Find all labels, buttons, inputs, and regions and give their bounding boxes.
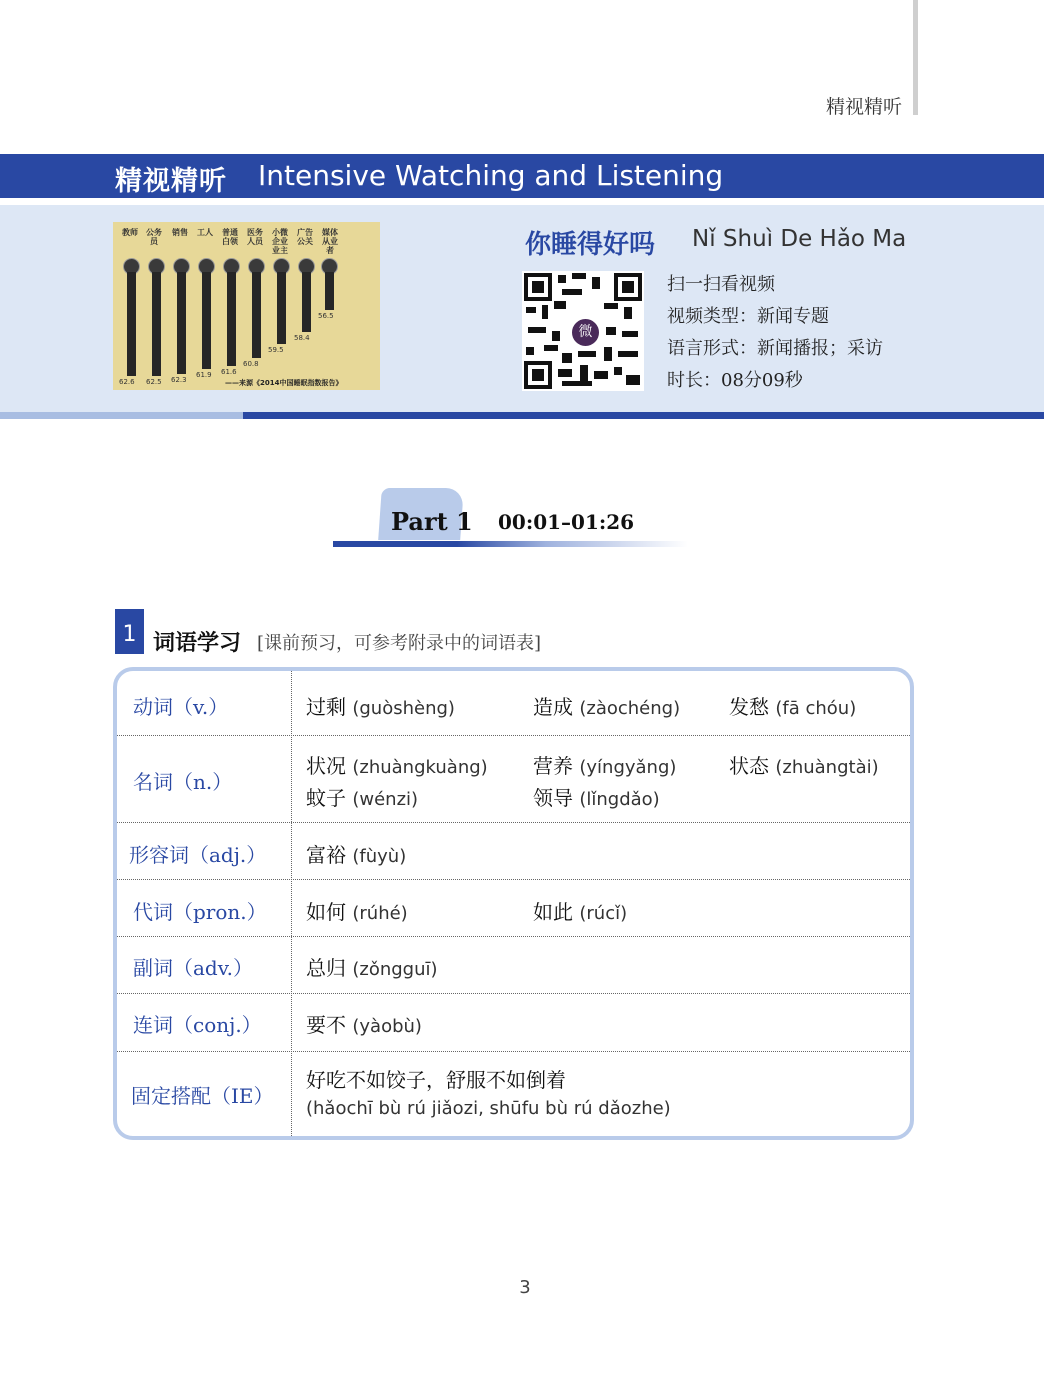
vocab-row-nouns [117, 735, 910, 823]
thumb-bar [252, 272, 261, 358]
vocabulary-table [113, 667, 914, 1140]
word-hanzi: 营养 [533, 754, 573, 778]
word-pinyin: (guòshèng) [352, 698, 455, 719]
thumbnail-labels [119, 228, 374, 258]
thumb-bar [202, 272, 211, 369]
vocab-word [533, 896, 627, 925]
qr-module [528, 327, 546, 333]
banner-title-zh: 精视精听 [115, 166, 227, 197]
thumb-value: 62.3 [171, 376, 187, 384]
thumb-value: 59.5 [268, 346, 284, 354]
thumb-label: 销售 [172, 228, 188, 237]
qr-module [552, 331, 560, 341]
qr-module [554, 301, 566, 309]
thumb-label: 公务员 [146, 228, 162, 246]
thumb-bar [127, 272, 136, 376]
section-banner [0, 154, 1044, 198]
vocab-word [306, 896, 408, 925]
thumb-label: 普通白领 [222, 228, 238, 246]
thumb-bar [152, 272, 161, 376]
word-pinyin: (zhuàngtài) [775, 757, 879, 778]
qr-module [526, 307, 536, 313]
thumb-bar [277, 272, 286, 344]
vocab-row-verbs [117, 671, 910, 735]
word-pinyin: (zǒngguī) [352, 959, 438, 980]
qr-module [614, 367, 622, 375]
thumb-value: 62.5 [146, 378, 162, 386]
qr-module [604, 347, 612, 361]
language-form: 语言形式：新闻播报；采访 [667, 338, 883, 359]
vocab-row-adjectives [117, 822, 910, 880]
word-hanzi: 领导 [533, 786, 573, 810]
word-pinyin: (yíngyǎng) [579, 757, 677, 778]
part-label: Part 1 [391, 507, 473, 536]
pos-label: 名词（n.） [133, 770, 233, 794]
pos-label: 副词（adv.） [133, 956, 254, 980]
section-title: 词语学习 [153, 631, 242, 656]
word-hanzi: 如此 [533, 900, 573, 924]
video-type: 视频类型：新闻专题 [667, 306, 829, 327]
pos-label: 固定搭配（IE） [131, 1084, 274, 1108]
qr-module [544, 345, 558, 351]
video-thumbnail[interactable] [113, 222, 380, 390]
word-pinyin: (lǐngdǎo) [579, 789, 660, 810]
thumb-value: 61.9 [196, 371, 212, 379]
word-hanzi: 状态 [729, 754, 769, 778]
pos-label: 动词（v.） [133, 695, 229, 719]
qr-module [622, 331, 638, 337]
panel-underline-dark [243, 412, 1044, 419]
qr-module [562, 289, 582, 295]
vocab-word [306, 1009, 422, 1038]
word-pinyin: (zàochéng) [579, 698, 681, 719]
vocab-word [729, 691, 856, 720]
running-head: 精视精听 [825, 96, 902, 118]
qr-finder [614, 273, 642, 301]
qr-module [578, 351, 596, 357]
thumb-label: 广告公关 [297, 228, 313, 246]
thumb-label: 媒体从业者 [322, 228, 338, 255]
video-title-zh: 你睡得好吗 [525, 230, 656, 260]
part-underline [333, 541, 688, 547]
word-hanzi: 富裕 [306, 843, 346, 867]
word-pinyin: (yàobù) [352, 1016, 422, 1037]
word-pinyin: (rúcǐ) [579, 903, 628, 924]
qr-module [558, 275, 566, 283]
vocab-row-adverbs [117, 936, 910, 994]
vocab-word [533, 750, 676, 779]
qr-module [624, 307, 632, 319]
vocab-word [306, 839, 406, 868]
qr-module [562, 353, 572, 363]
qr-module [542, 305, 548, 319]
pos-label: 形容词（adj.） [129, 843, 267, 867]
vocab-word [729, 750, 879, 779]
thumb-value: 62.6 [119, 378, 135, 386]
video-duration: 时长：08分09秒 [667, 370, 803, 391]
thumb-label: 小微企业业主 [272, 228, 288, 255]
word-hanzi: 发愁 [729, 695, 769, 719]
thumb-label: 医务人员 [247, 228, 263, 246]
word-hanzi: 蚊子 [306, 786, 346, 810]
qr-finder [524, 273, 552, 301]
vocab-row-conjunctions [117, 993, 910, 1052]
thumb-source: ——来源《2014中国睡眠指数报告》 [225, 379, 343, 387]
word-pinyin: (fùyù) [352, 846, 407, 867]
qr-module [604, 303, 618, 309]
pos-label: 代词（pron.） [133, 900, 267, 924]
thumb-value: 61.6 [221, 368, 237, 376]
qr-module [592, 277, 600, 289]
qr-module [558, 369, 572, 377]
banner-title-en: Intensive Watching and Listening [258, 159, 724, 192]
word-pinyin: (rúhé) [352, 903, 408, 924]
wechat-logo-icon: 微 [570, 317, 601, 348]
vocab-word [306, 750, 488, 779]
thumb-bar [302, 272, 311, 332]
video-title-pinyin: Nǐ Shuì De Hǎo Ma [692, 226, 907, 252]
vocab-word [533, 782, 660, 811]
page-edge-rule [913, 0, 918, 115]
thumb-bar [177, 272, 186, 374]
qr-module [626, 375, 640, 385]
qr-code[interactable] [522, 271, 644, 391]
panel-underline-light [0, 412, 243, 419]
thumb-bar [227, 272, 236, 366]
scan-instruction: 扫一扫看视频 [667, 274, 775, 295]
qr-module [572, 273, 586, 279]
thumb-label: 工人 [197, 228, 213, 237]
page-number: 3 [519, 1277, 531, 1298]
idiom-pinyin: (hǎochī bù rú jiǎozi, shūfu bù rú dǎozhe) [306, 1098, 671, 1119]
pos-label: 连词（conj.） [133, 1013, 262, 1037]
vocab-row-idioms [117, 1051, 910, 1137]
qr-module [580, 365, 588, 381]
word-hanzi: 状况 [306, 754, 346, 778]
vocab-row-pronouns [117, 879, 910, 937]
thumb-value: 58.4 [294, 334, 310, 342]
thumb-label: 教师 [122, 228, 138, 237]
vocab-word [306, 691, 455, 720]
thumb-value: 60.8 [243, 360, 259, 368]
video-info-list [667, 272, 883, 400]
word-pinyin: (wénzi) [352, 789, 419, 810]
qr-module [594, 371, 608, 379]
word-hanzi: 造成 [533, 695, 573, 719]
vocab-word [533, 691, 680, 720]
word-hanzi: 过剩 [306, 695, 346, 719]
word-pinyin: (fā chóu) [775, 698, 857, 719]
word-hanzi: 要不 [306, 1013, 346, 1037]
qr-module [562, 381, 592, 386]
section-note: [课前预习，可参考附录中的词语表] [257, 633, 542, 654]
qr-module [606, 327, 616, 335]
qr-module [526, 347, 534, 355]
idiom-hanzi: 好吃不如饺子，舒服不如倒着 [306, 1068, 566, 1092]
qr-module [618, 351, 638, 357]
thumb-value: 56.5 [318, 312, 334, 320]
qr-finder [524, 361, 552, 389]
section-number: 1 [115, 609, 144, 654]
thumb-bar [325, 272, 334, 310]
vocab-word [306, 782, 418, 811]
word-pinyin: (zhuàngkuàng) [352, 757, 488, 778]
vocab-word [306, 952, 438, 981]
word-hanzi: 总归 [306, 956, 346, 980]
part-timecode: 00:01–01:26 [498, 510, 635, 534]
word-hanzi: 如何 [306, 900, 346, 924]
